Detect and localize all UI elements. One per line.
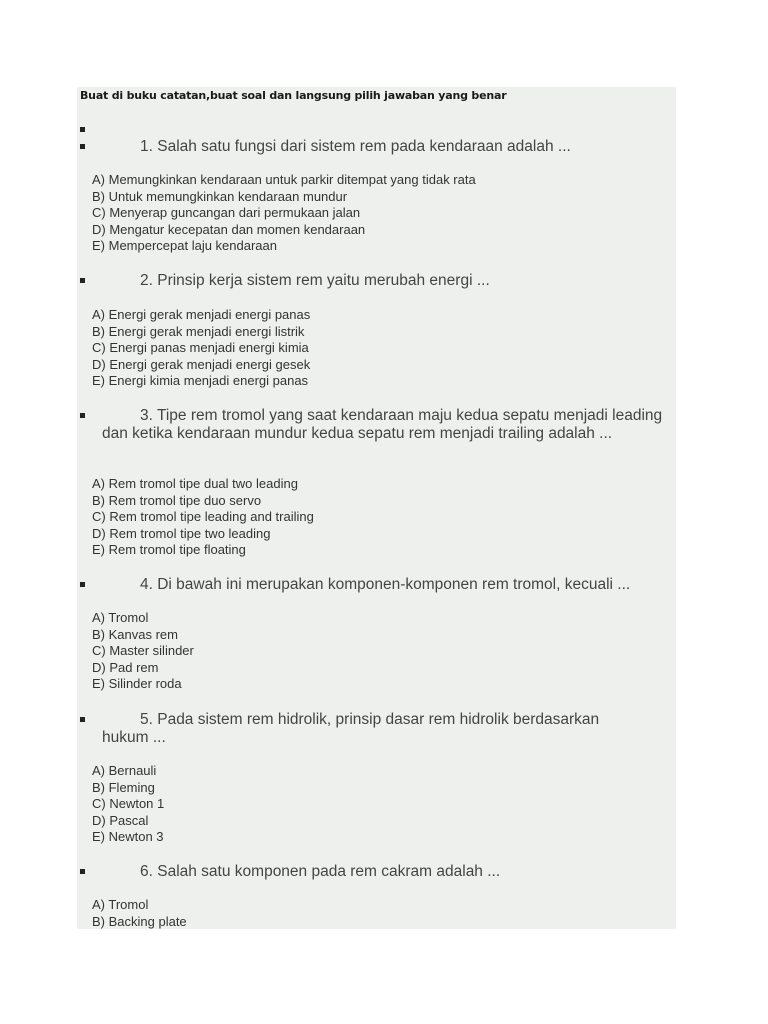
document-page: [77, 87, 676, 929]
option-4b: B) Kanvas rem: [92, 626, 178, 642]
bullet-icon: [80, 582, 85, 587]
question-5: 5. Pada sistem rem hidrolik, prinsip dasar rem hidrolik berdasarkan hukum ...: [102, 711, 600, 746]
question-4: 4. Di bawah ini merupakan komponen-komponen rem tromol, kecuali ...: [140, 576, 631, 593]
option-5b: B) Fleming: [92, 779, 155, 795]
option-2b: B) Energi gerak menjadi energi listrik: [92, 323, 305, 339]
option-4c: C) Master silinder: [92, 643, 194, 659]
option-3d: D) Rem tromol tipe two leading: [92, 525, 271, 541]
option-1b: B) Untuk memungkinkan kendaraan mundur: [92, 188, 348, 204]
bullet-icon: [80, 127, 85, 132]
option-5c: C) Newton 1: [92, 796, 165, 812]
bullet-icon: [80, 278, 85, 283]
instruction-heading: Buat di buku catatan,buat soal dan langsung pilih jawaban yang benar: [80, 89, 507, 102]
option-1a: A) Memungkinkan kendaraan untuk parkir ditempat yang tidak rata: [92, 172, 476, 187]
options-list-4: [92, 610, 194, 693]
option-4e: E) Silinder roda: [92, 676, 182, 692]
option-2c: C) Energi panas menjadi energi kimia: [92, 340, 309, 356]
question-6: 6. Salah satu komponen pada rem cakram adalah ...: [140, 863, 501, 880]
option-6a: A) Tromol: [92, 897, 149, 912]
question-3: 3. Tipe rem tromol yang saat kendaraan maju kedua sepatu menjadi leading dan ketika kendaraan mundur kedua sepatu rem menjadi trailing adalah ...: [102, 407, 663, 442]
option-1d: D) Mengatur kecepatan dan momen kendaraan: [92, 221, 366, 237]
question-2: 2. Prinsip kerja sistem rem yaitu merubah energi ...: [140, 272, 490, 289]
option-5a: A) Bernauli: [92, 763, 157, 778]
option-5d: D) Pascal: [92, 812, 149, 828]
option-5e: E) Newton 3: [92, 829, 164, 845]
option-1e: E) Mempercepat laju kendaraan: [92, 238, 277, 254]
option-2d: D) Energi gerak menjadi energi gesek: [92, 356, 311, 372]
options-list-6: [92, 897, 187, 929]
option-1c: C) Menyerap guncangan dari permukaan jalan: [92, 205, 361, 221]
bullet-icon: [80, 144, 85, 149]
question-1: 1. Salah satu fungsi dari sistem rem pada kendaraan adalah ...: [140, 138, 571, 155]
option-6b: B) Backing plate: [92, 913, 187, 929]
option-2e: E) Energi kimia menjadi energi panas: [92, 373, 309, 389]
option-3c: C) Rem tromol tipe leading and trailing: [92, 509, 314, 525]
option-3a: A) Rem tromol tipe dual two leading: [92, 476, 298, 491]
options-list-5: [92, 763, 164, 846]
bullet-icon: [80, 717, 85, 722]
bullet-icon: [80, 413, 85, 418]
options-list-1: [92, 172, 476, 255]
option-3e: E) Rem tromol tipe floating: [92, 542, 246, 558]
bullet-icon: [80, 869, 85, 874]
options-list-3: [92, 476, 314, 559]
options-list-2: [92, 307, 310, 390]
option-4d: D) Pad rem: [92, 659, 159, 675]
option-4a: A) Tromol: [92, 610, 149, 625]
option-2a: A) Energi gerak menjadi energi panas: [92, 307, 311, 322]
option-3b: B) Rem tromol tipe duo servo: [92, 492, 262, 508]
